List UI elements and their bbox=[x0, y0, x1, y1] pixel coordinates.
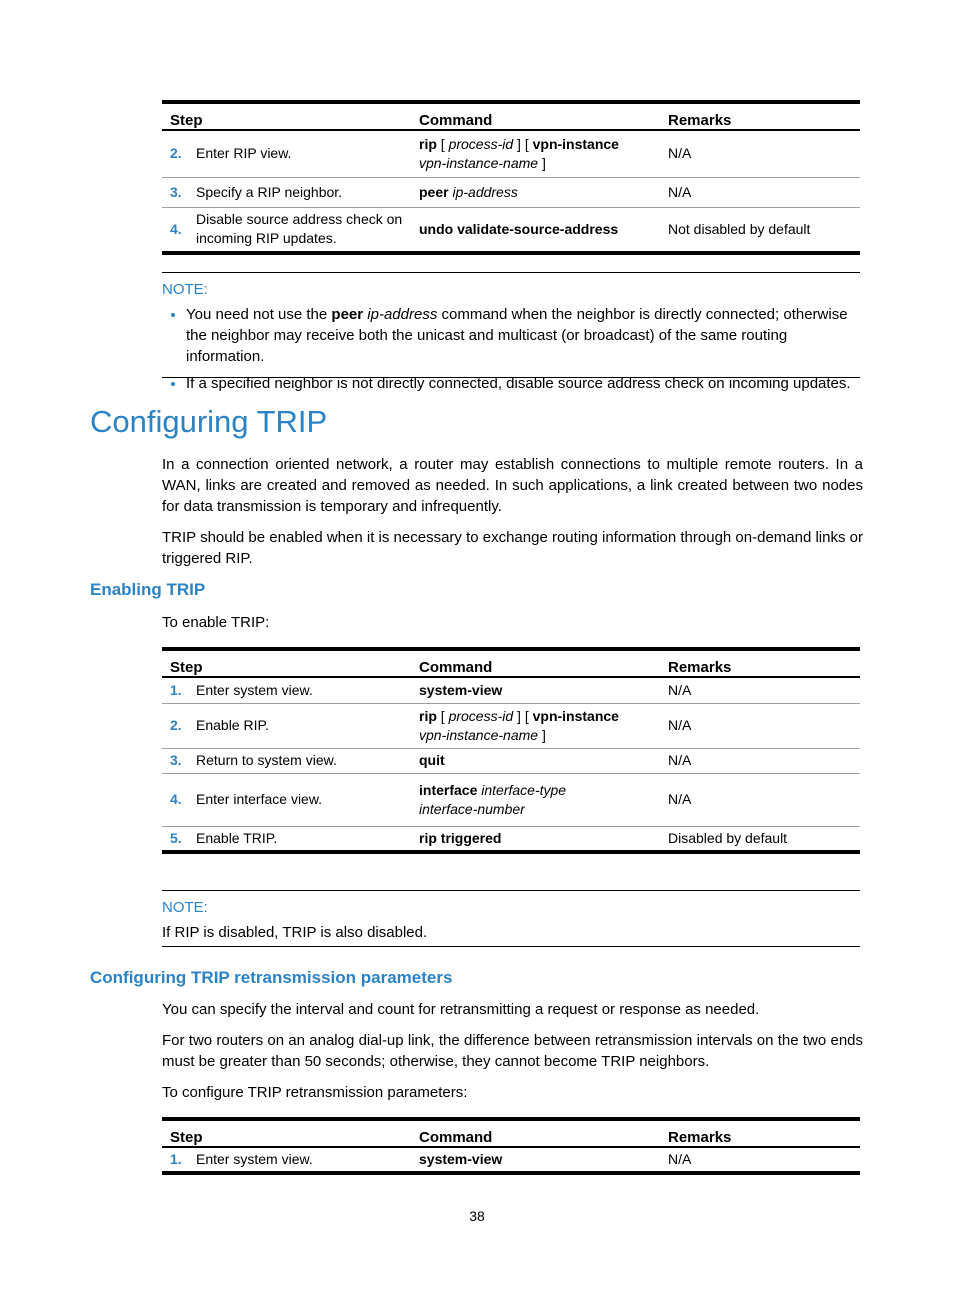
step-description: Disable source address check on incoming RIP updates. bbox=[188, 207, 411, 253]
command-keyword: rip triggered bbox=[419, 829, 502, 846]
lead-text: To configure TRIP retransmission parameters: bbox=[162, 1084, 468, 1101]
step-description: Enter system view. bbox=[188, 677, 411, 703]
command-keyword: undo validate-source-address bbox=[419, 220, 619, 237]
command-cell bbox=[411, 826, 660, 852]
command-text: ] [ bbox=[513, 135, 533, 152]
command-cell bbox=[411, 1147, 660, 1173]
header-remarks: Remarks bbox=[660, 102, 860, 130]
remarks-cell: Not disabled by default bbox=[660, 207, 860, 253]
remarks-cell: N/A bbox=[660, 773, 860, 826]
step-number: 1. bbox=[162, 677, 188, 703]
note-text: If RIP is disabled, TRIP is also disabled. bbox=[162, 924, 428, 941]
page-number: 38 bbox=[469, 1208, 485, 1224]
intro-paragraph-2: TRIP should be enabled when it is necessary to exchange routing information through on-demand links or triggered RIP. bbox=[162, 529, 863, 567]
command-keyword: vpn-instance bbox=[532, 135, 619, 152]
command-text: ] bbox=[538, 726, 546, 743]
table-row bbox=[162, 826, 860, 852]
command-argument: interface-type bbox=[481, 781, 567, 798]
note-text: You need not use the bbox=[186, 306, 332, 323]
header-step: Step bbox=[162, 102, 411, 130]
note-argument: ip-address bbox=[367, 306, 438, 323]
command-cell bbox=[411, 130, 660, 177]
header-remarks: Remarks bbox=[660, 649, 860, 677]
command-argument: interface-number bbox=[419, 800, 525, 817]
step-description: Enable TRIP. bbox=[188, 826, 411, 852]
retransmission-table bbox=[162, 1117, 860, 1175]
note-label: NOTE: bbox=[162, 899, 208, 916]
rip-neighbor-table bbox=[162, 100, 860, 255]
table-header-row bbox=[162, 102, 860, 130]
remarks-cell: Disabled by default bbox=[660, 826, 860, 852]
header-command: Command bbox=[411, 1119, 660, 1147]
command-keyword: vpn-instance bbox=[532, 707, 619, 724]
table-row bbox=[162, 207, 860, 253]
list-item bbox=[186, 304, 860, 367]
table-row bbox=[162, 703, 860, 748]
command-keyword: peer bbox=[419, 183, 449, 200]
note-list bbox=[162, 304, 860, 394]
step-description: Return to system view. bbox=[188, 748, 411, 773]
command-cell bbox=[411, 677, 660, 703]
enable-trip-table bbox=[162, 647, 860, 854]
command-keyword: rip bbox=[419, 135, 437, 152]
step-description: Enter RIP view. bbox=[188, 130, 411, 177]
command-cell bbox=[411, 177, 660, 207]
command-text: [ bbox=[436, 707, 449, 724]
table-row bbox=[162, 677, 860, 703]
header-command: Command bbox=[411, 102, 660, 130]
header-step: Step bbox=[162, 649, 411, 677]
command-text: ] bbox=[538, 154, 546, 171]
command-argument: vpn-instance-name bbox=[419, 726, 539, 743]
retransmission-paragraph-1: You can specify the interval and count for retransmitting a request or response as needed. bbox=[162, 1001, 760, 1018]
remarks-cell: N/A bbox=[660, 1147, 860, 1173]
step-number: 5. bbox=[162, 826, 188, 852]
step-number: 3. bbox=[162, 177, 188, 207]
note-label: NOTE: bbox=[162, 281, 208, 298]
step-number: 4. bbox=[162, 773, 188, 826]
command-argument: ip-address bbox=[452, 183, 518, 200]
step-description: Enter system view. bbox=[188, 1147, 411, 1173]
note-box-neighbor bbox=[162, 272, 860, 392]
command-text: [ bbox=[436, 135, 449, 152]
table-row bbox=[162, 130, 860, 177]
list-item: • If a specified neighbor is not directly connected, disable source address check on incoming updates. bbox=[186, 373, 860, 394]
command-argument: vpn-instance-name bbox=[419, 154, 539, 171]
table-row bbox=[162, 748, 860, 773]
note-box-trip bbox=[162, 890, 860, 947]
step-number: 2. bbox=[162, 703, 188, 748]
table-row bbox=[162, 1147, 860, 1173]
remarks-cell: N/A bbox=[660, 130, 860, 177]
subsection-title-retransmission: Configuring TRIP retransmission parameters bbox=[90, 968, 453, 987]
command-cell bbox=[411, 748, 660, 773]
command-keyword: quit bbox=[419, 752, 445, 768]
command-keyword: system-view bbox=[419, 681, 503, 698]
remarks-cell: N/A bbox=[660, 677, 860, 703]
step-description: Enable RIP. bbox=[188, 703, 411, 748]
command-keyword: interface bbox=[419, 781, 478, 798]
step-number: 3. bbox=[162, 748, 188, 773]
remarks-cell: N/A bbox=[660, 703, 860, 748]
step-description: Specify a RIP neighbor. bbox=[188, 177, 411, 207]
note-command: peer bbox=[331, 306, 364, 323]
subsection-title-enabling-trip: Enabling TRIP bbox=[90, 580, 206, 599]
command-keyword: system-view bbox=[419, 1151, 503, 1167]
remarks-cell: N/A bbox=[660, 748, 860, 773]
table-row bbox=[162, 177, 860, 207]
lead-text: To enable TRIP: bbox=[162, 614, 270, 631]
header-step: Step bbox=[162, 1119, 411, 1147]
header-command: Command bbox=[411, 649, 660, 677]
command-text: ] [ bbox=[513, 707, 533, 724]
note-text: command when the neighbor is directly connected; otherwise the neighbor may receive both the unicast and multicast (or broadcast) of the same routing information. bbox=[186, 306, 848, 365]
remarks-cell: N/A bbox=[660, 177, 860, 207]
table-header-row bbox=[162, 1119, 860, 1147]
command-cell bbox=[411, 773, 660, 826]
command-cell bbox=[411, 703, 660, 748]
table-row bbox=[162, 773, 860, 826]
step-description: Enter interface view. bbox=[188, 773, 411, 826]
intro-paragraph-1: In a connection oriented network, a router may establish connections to multiple remote routers. In a WAN, links are created and removed as needed. In such applications, a link created between two nodes for data transmission is temporary and infrequently. bbox=[162, 456, 863, 515]
header-remarks: Remarks bbox=[660, 1119, 860, 1147]
command-argument: process-id bbox=[448, 707, 514, 724]
command-keyword: rip bbox=[419, 707, 437, 724]
step-number: 4. bbox=[162, 207, 188, 253]
command-cell bbox=[411, 207, 660, 253]
step-number: 2. bbox=[162, 130, 188, 177]
table-header-row bbox=[162, 649, 860, 677]
command-argument: process-id bbox=[448, 135, 514, 152]
retransmission-paragraph-2: For two routers on an analog dial-up link, the difference between retransmission intervals on the two ends must be greater than 50 seconds; otherwise, they cannot become TRIP neighbors. bbox=[162, 1032, 863, 1070]
step-number: 1. bbox=[162, 1147, 188, 1173]
page-title: Configuring TRIP bbox=[90, 404, 328, 439]
